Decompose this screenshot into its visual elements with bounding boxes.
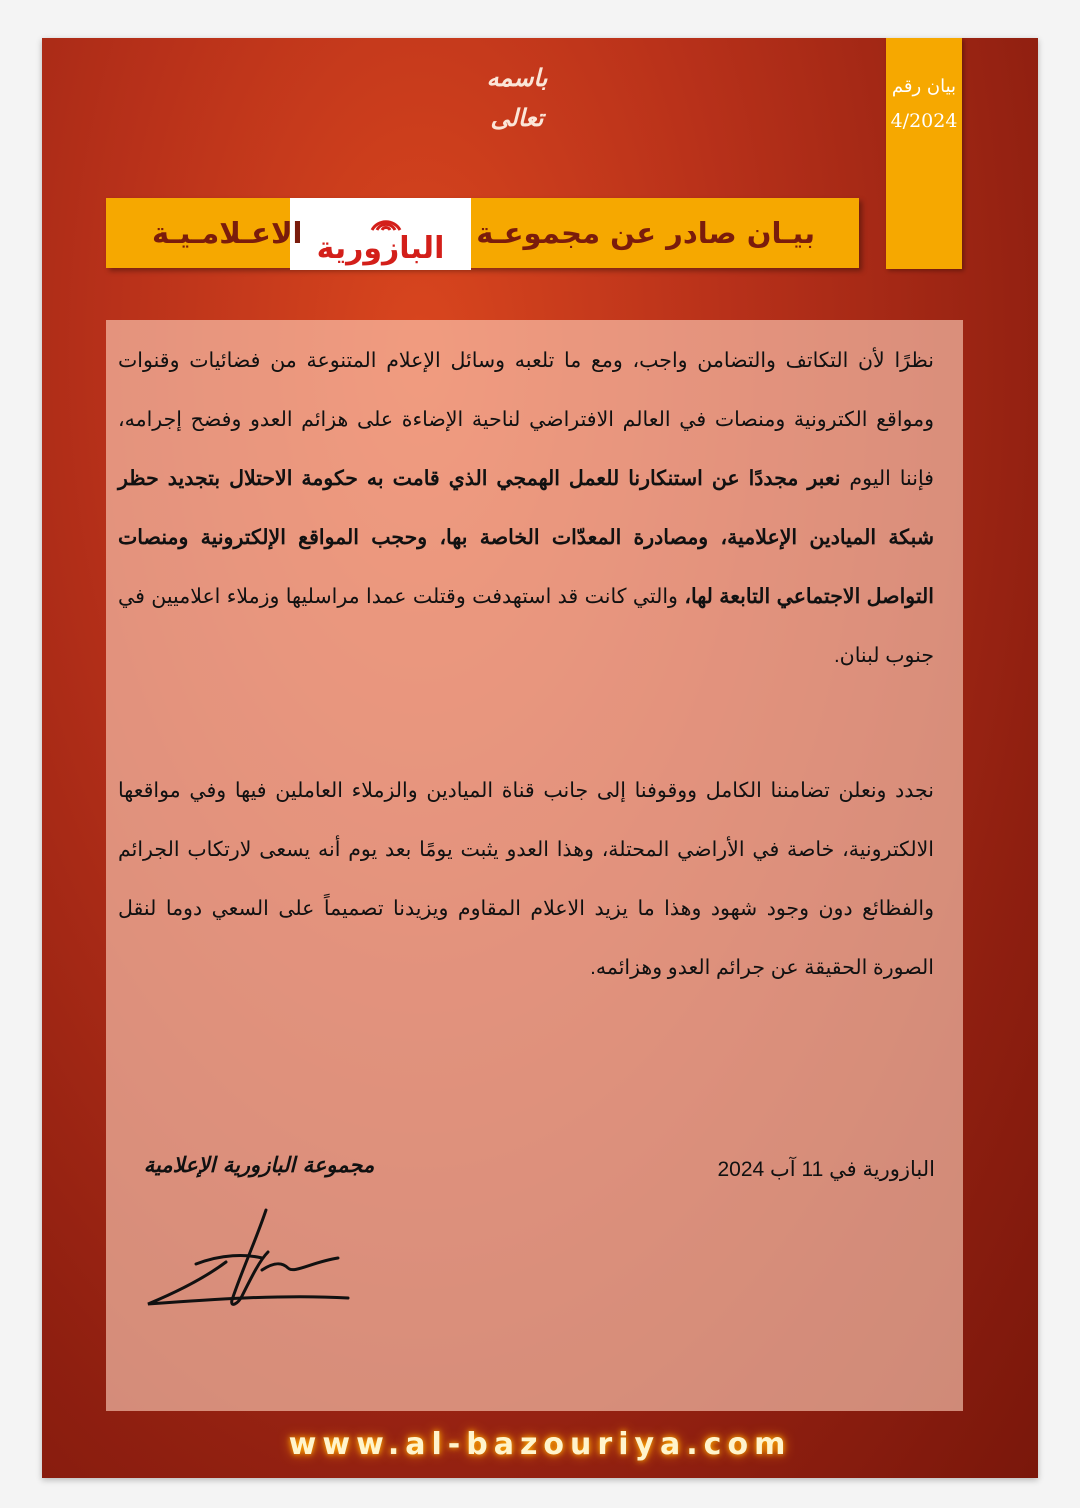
banner-title-left: الاعـلامـيـة — [152, 216, 303, 250]
paragraph-1-intro: نظرًا لأن التكاتف والتضامن واجب، ومع ما تلعبه وسائل الإعلام المتنوعة من فضائيات وقنوات ومواقع الكترونية ومنصات في العالم الافتراضي لناحية الإضاءة على هزائم العدو وفضح إجرامه، فإننا اليوم — [118, 349, 934, 490]
banner-title-right: بيـان صادر عن مجموعـة — [476, 216, 815, 250]
badge-number: 4/2024 — [890, 110, 958, 132]
paragraph-1-end: والتي كانت قد استهدفت وقتلت عمدا مراسليها وزملاء اعلاميين في جنوب لبنان. — [118, 585, 934, 667]
website-url: www.al-bazouriya.com — [288, 1427, 792, 1462]
signature-label: مجموعة البازورية الإعلامية — [143, 1152, 375, 1177]
statement-number-badge — [886, 38, 962, 269]
title-banner — [106, 198, 859, 268]
badge-label: بيان رقم — [891, 76, 957, 97]
logo-text: البازورية — [316, 231, 445, 266]
handwritten-signature — [142, 1200, 352, 1320]
paragraph-1-bold: نعبر مجددًا عن استنكارنا للعمل الهمجي الذي قامت به حكومة الاحتلال بتجديد حظر شبكة الميادين الإعلامية، ومصادرة المعدّات الخاصة بها، وحجب المواقع الإلكترونية ومنصات التواصل الاجتماعي التابعة لها، — [118, 467, 934, 608]
statement-page — [42, 38, 1038, 1478]
paragraph-2: نجدد ونعلن تضامننا الكامل ووقوفنا إلى جانب قناة الميادين والزملاء العاملين فيها وفي مواقعها الالكترونية، خاصة في الأراضي المحتلة، وهذا العدو يثبت يومًا بعد يوم أنه يسعى لارتكاب الجرائم والفظائع دون وجود شهود وهذا ما يزيد الاعلام المقاوم ويزيدنا تصميماً على السعي دوما لنقل الصورة الحقيقة عن جرائم العدو وهزائمه. — [118, 779, 934, 979]
broadcast-waves-icon — [366, 200, 406, 234]
statement-body — [106, 320, 963, 1411]
basmala-calligraphy: باسمه تعالى — [486, 63, 548, 132]
statement-date: البازورية في 11 آب 2024 — [717, 1158, 935, 1181]
paragraph-1 — [118, 331, 934, 685]
bazouriya-logo — [290, 198, 471, 270]
